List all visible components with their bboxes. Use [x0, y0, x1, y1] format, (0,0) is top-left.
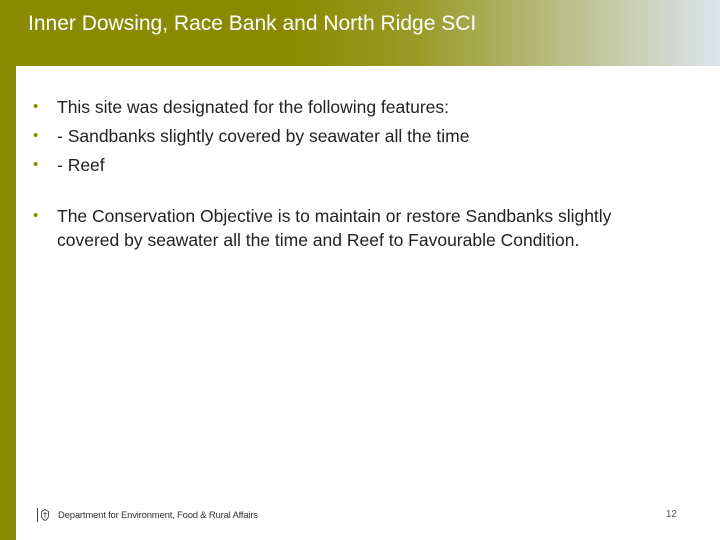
bullet-item: [16, 95, 676, 119]
bullet-dot-icon: •: [33, 207, 39, 224]
royal-crest-icon: [37, 508, 51, 522]
footer-organisation-text: Department for Environment, Food & Rural Affairs: [58, 509, 258, 521]
bullet-text: The Conservation Objective is to maintain or restore Sandbanks slightly covered by seawater all the time and Reef to Favourable Condition.: [57, 206, 612, 250]
bullet-text: - Sandbanks slightly covered by seawater all the time: [57, 126, 470, 146]
title-bar: [0, 0, 720, 66]
page-number: 12: [665, 509, 677, 520]
defra-logo: [37, 506, 258, 524]
bullet-dot-icon: •: [33, 127, 39, 144]
slide-title: Inner Dowsing, Race Bank and North Ridge SCI: [28, 12, 477, 35]
bullet-dot-icon: •: [33, 98, 39, 115]
bullet-dot-icon: •: [33, 156, 39, 173]
bullet-list: [16, 95, 676, 257]
bullet-text: This site was designated for the following features:: [57, 97, 450, 117]
bullet-item: [16, 124, 676, 148]
bullet-text: - Reef: [57, 155, 105, 175]
bullet-item: [16, 204, 676, 252]
bullet-item: [16, 153, 676, 177]
